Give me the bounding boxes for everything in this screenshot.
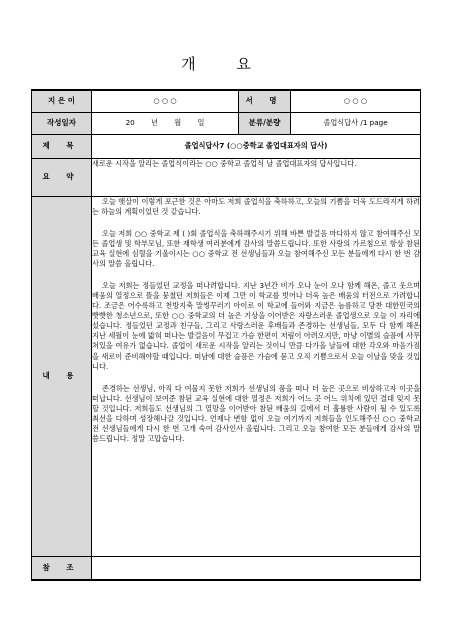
subject-label: 제 목: [32, 134, 92, 158]
subject-value: 졸업식답사7 (○○중학교 졸업대표자의 답사): [92, 134, 421, 158]
document-title: 개 요: [181, 55, 269, 73]
date-label: 작성일자: [32, 112, 92, 134]
content-body: [92, 196, 421, 556]
author-value: ○ ○ ○: [92, 90, 239, 112]
content-label: 내 용: [32, 196, 92, 556]
date-value: 20 년 월 일: [92, 112, 239, 134]
content-paragraph: 존경하는 선생님, 아직 다 여물지 못한 저희가 선생님의 품을 떠나 더 높은 곳으로 비상하고자 이곳을 떠납니다. 선생님이 보여준 참된 교육 실현에 대한 열정은 저희가 어느 곳 어느 위치에 있던 결대 잊지 못할 것입니다. 저희들도 선생님의 그 열망을 이어받아 참된 배움의 길에서 더 훌륭한 사람이 될 수 있도록 최선을 다하며 성장해나갈 것입니다. 언제나 변함 없이 오늘 여기까지 저희들을 인도해주신 ○○ 중학교 전 선생님들에게 다시 한 번 고개 숙여 감사인사 올립니다. 그리고 오늘 참여한 모든 분들에게 감사의 말씀드립니다. 정말 고맙습니다.: [92, 383, 421, 444]
content-paragraph: 오늘 저희는 정들었던 교정을 떠나려합니다. 지난 3년간 비가 오나 눈이 오나 함께 해온, 졸고 웃으며 배움의 열정으로 뜰을 뭉쳤던 저희들은 이제 그만 이 학교를 벗어나 더욱 높은 배움의 터전으로 가려합니다. 조금은 어수룩하고 천방지축 말썽꾸러기 아이로 이 학교에 들어와 지금은 늠름하고 당찬 대한민국의 빳빳한 청소년으로, 또한 ○○ 중학교의 더 높은 기상을 이어받은 자랑스러운 졸업생으로 오늘 이 자리에 섰습니다. 정들었던 교정과 친구들, 그리고 사랑스러운 후배들과 존경하는 선생님들, 모두 다 함께 해온 지난 세월이 눈에 밟혀 떠나는 발걸음이 무겁고 가슴 한편이 저림이 아려오지만, 마냥 이별의 슬픔에 사무쳐있을 여유가 없습니다. 졸업이 새로운 시작을 알리는 것이니 만큼 다가올 날들에 대한 각오와 마음가짐을 새로이 준비해야할 때입니다. 떠남에 대한 슬픔은 가슴에 묻고 오직 기쁨으로서 오늘 이날을 맞을 것입니다.: [92, 280, 421, 371]
category-label: 분류/분량: [239, 112, 291, 134]
content-paragraph: 오늘 햇살이 이렇게 포근한 것은 아마도 저희 졸업식을 축하하고, 오늘의 기쁨을 더욱 도드라지게 하려는 하늘의 계획이었던 것 같습니다.: [92, 196, 421, 216]
summary-label: 요 약: [32, 158, 92, 196]
note-value: ○ ○ ○: [291, 90, 421, 112]
reference-value: [92, 556, 421, 580]
category-value: 졸업식답사 /1 page: [291, 112, 421, 134]
author-label: 지 은 이: [32, 90, 92, 112]
overview-form-table: [31, 89, 421, 581]
reference-label: 참 조: [32, 556, 92, 580]
content-paragraph: 오늘 저희 ○○ 중학교 제 ( )회 졸업식을 축하해주시기 위해 바쁜 발걸음 마다하지 않고 참여해주신 모든 졸업생 및 학부모님, 또한 재학생 여러분에게 감사의 말씀드립니다. 또한 사랑의 가르침으로 항상 참된 교육 실현에 심혈을 기울이시는 ○○ 중학교 전 선생님들과 오늘 참여해주신 모든 분들에게 다시 한 번 감사의 말씀 올립니다.: [92, 228, 421, 268]
summary-text: 새로운 시작을 알리는 졸업식이라는 ○○ 중학교 졸업식 날 졸업대표자의 답사입니다.: [92, 158, 421, 196]
note-label: 서 명: [239, 90, 291, 112]
